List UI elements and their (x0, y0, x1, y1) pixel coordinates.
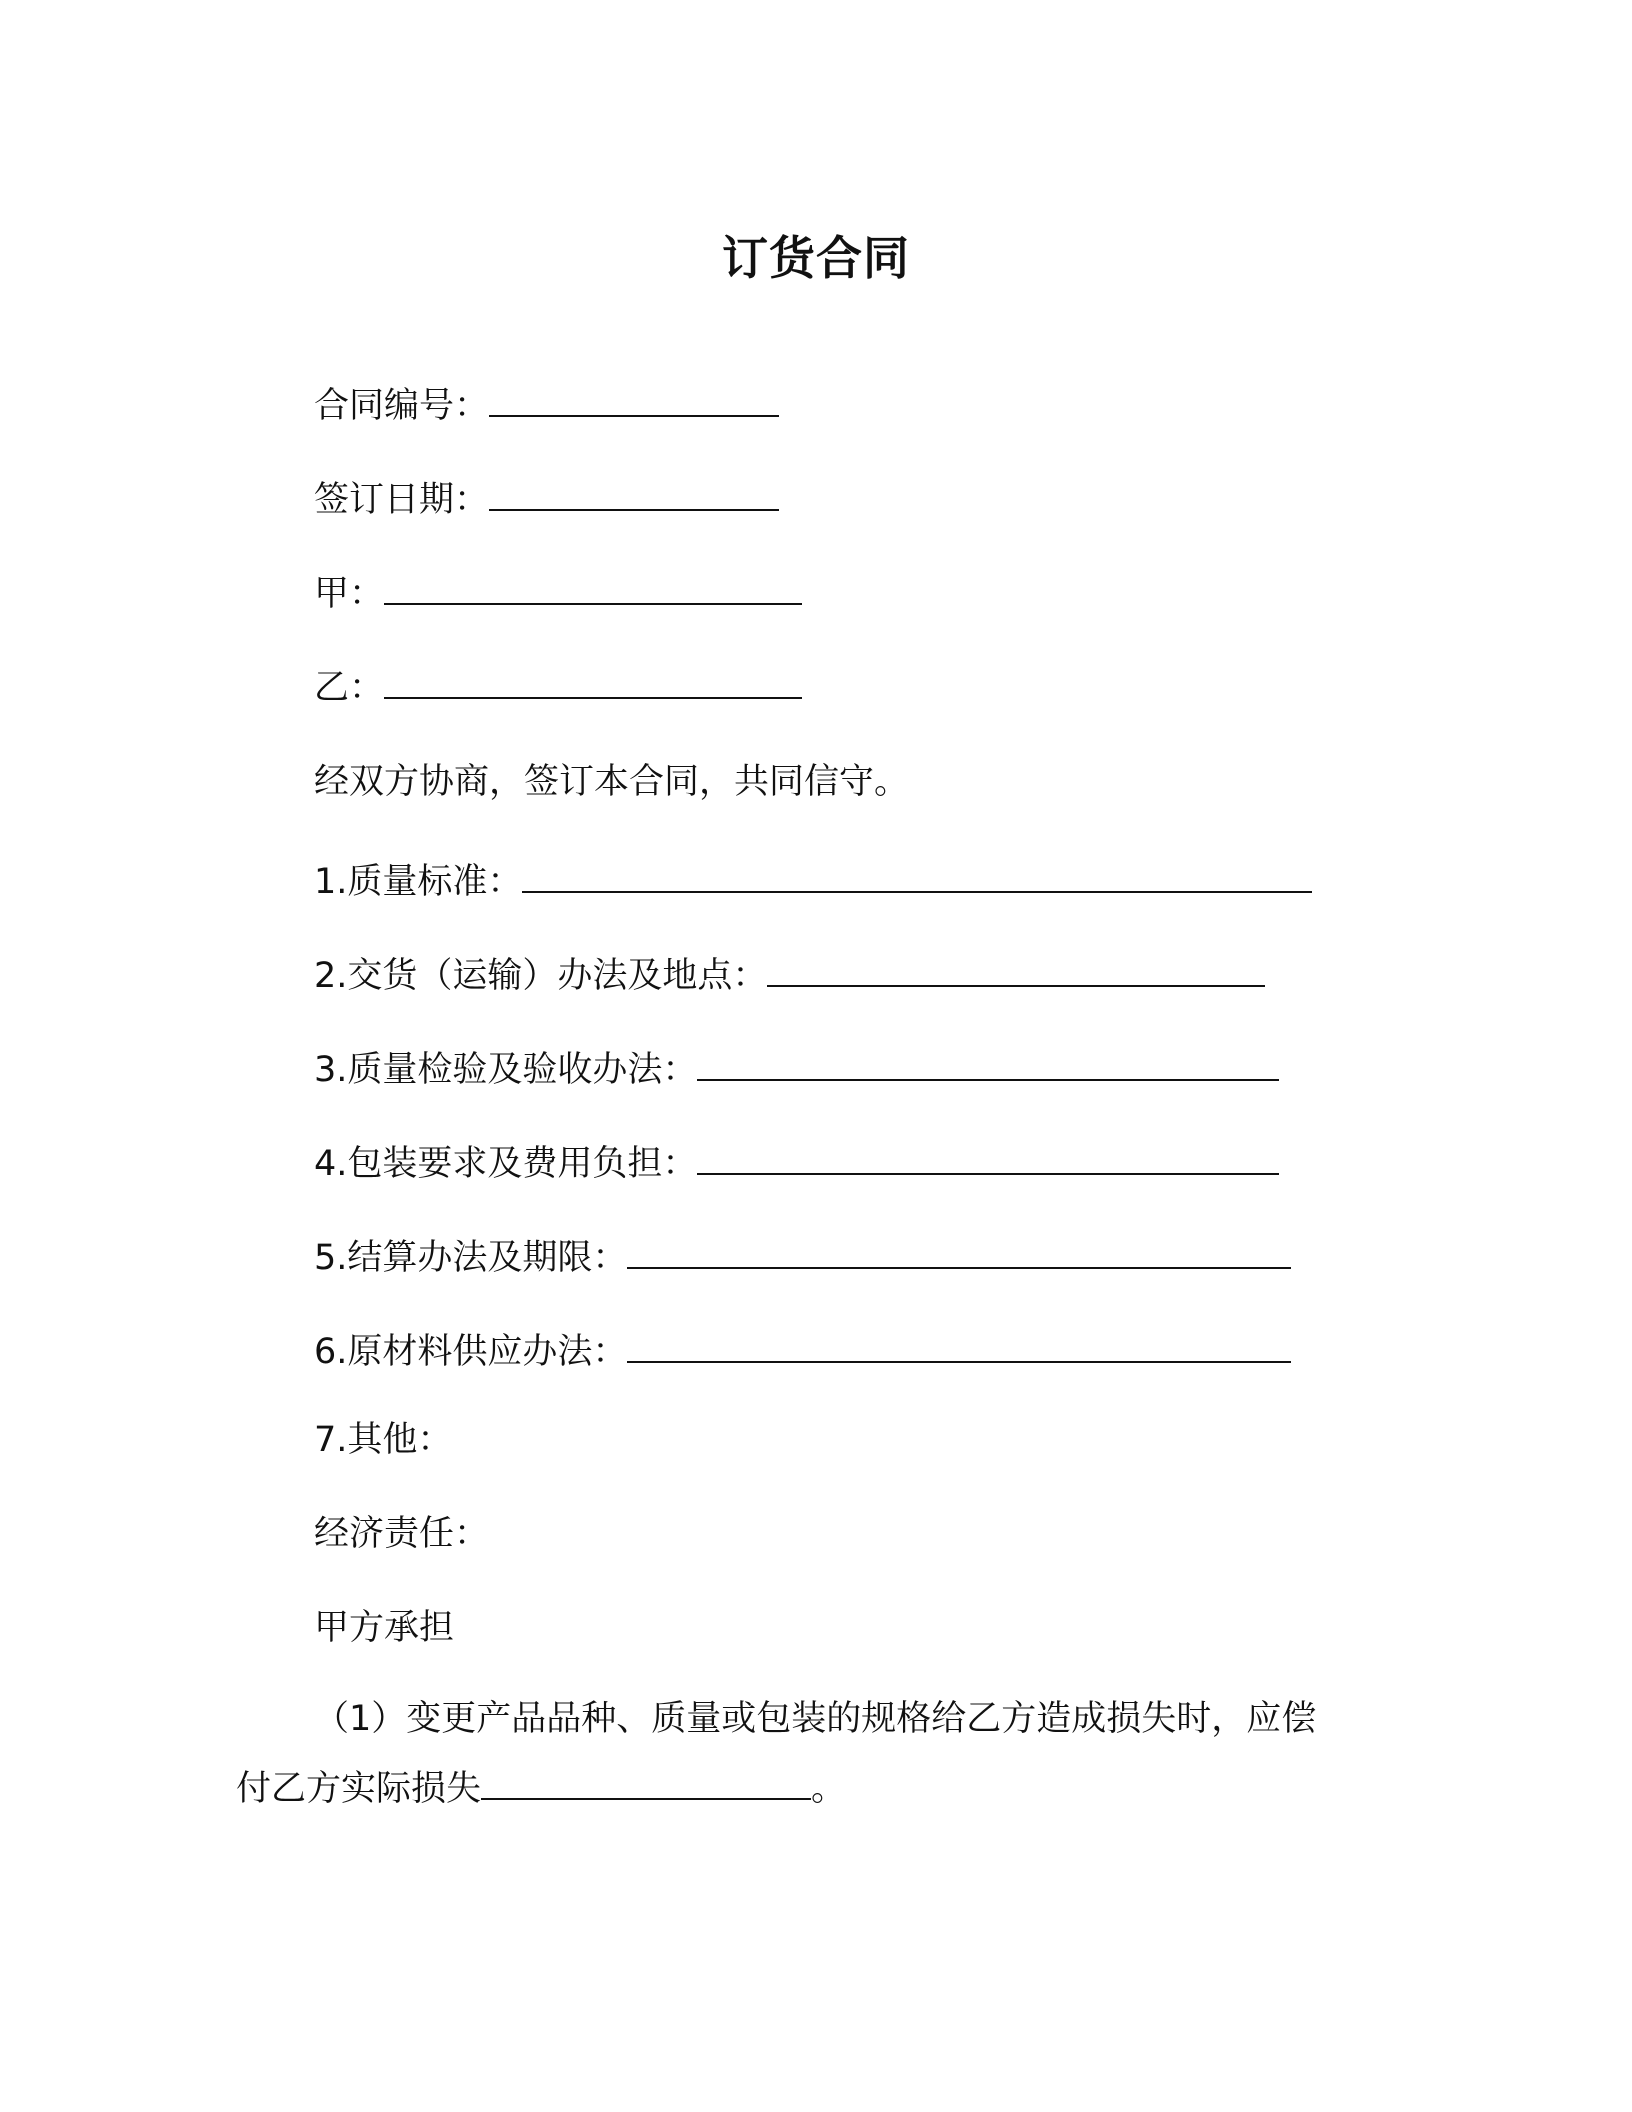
liability-heading: 经济责任： (314, 1514, 490, 1554)
loss-amount-blank[interactable] (481, 1768, 811, 1800)
sign-date-blank[interactable] (489, 479, 779, 511)
clause-1-label: 1.质量标准： (314, 862, 523, 902)
clause-6-line (314, 1328, 1291, 1376)
clause-6-label: 6.原材料供应办法： (314, 1332, 628, 1372)
intro-line: 经双方协商，签订本合同，共同信守。 (314, 762, 910, 802)
clause-3-blank[interactable] (697, 1049, 1279, 1081)
liability-item-1 (236, 1684, 1396, 1824)
liability-item-1-label: 付乙方实际损失 (236, 1769, 482, 1809)
clause-3-line (314, 1046, 1279, 1094)
sign-date-line (314, 476, 779, 524)
clause-3-label: 3.质量检验及验收办法： (314, 1050, 698, 1090)
clause-1-blank[interactable] (522, 861, 1312, 893)
party-a-line (314, 570, 802, 618)
liability-item-1-line-1: （1）变更产品品种、质量或包装的规格给乙方造成损失时，应偿 (314, 1699, 1317, 1739)
clause-1-line (314, 858, 1312, 906)
liability-item-1-line-2 (236, 1754, 1396, 1824)
clause-5-line (314, 1234, 1291, 1282)
clause-4-label: 4.包装要求及费用负担： (314, 1144, 698, 1184)
contract-number-blank[interactable] (489, 385, 779, 417)
party-a-label: 甲： (314, 574, 385, 614)
clause-4-line (314, 1140, 1279, 1188)
clause-5-blank[interactable] (627, 1237, 1291, 1269)
clause-2-blank[interactable] (767, 955, 1265, 987)
clause-2-line (314, 952, 1265, 1000)
party-b-label: 乙： (314, 668, 385, 708)
contract-number-label: 合同编号： (314, 386, 490, 426)
party-b-line (314, 664, 802, 712)
sign-date-label: 签订日期： (314, 480, 490, 520)
liability-item-1-end: 。 (811, 1769, 847, 1809)
clause-6-blank[interactable] (627, 1331, 1291, 1363)
clause-4-blank[interactable] (697, 1143, 1279, 1175)
party-a-bears: 甲方承担 (314, 1608, 455, 1648)
clause-2-label: 2.交货（运输）办法及地点： (314, 956, 768, 996)
party-b-blank[interactable] (384, 667, 802, 699)
clause-5-label: 5.结算办法及期限： (314, 1238, 628, 1278)
document-title: 订货合同 (722, 231, 910, 285)
contract-number-line (314, 382, 779, 430)
party-a-blank[interactable] (384, 573, 802, 605)
clause-7-line: 7.其他： (314, 1420, 453, 1460)
